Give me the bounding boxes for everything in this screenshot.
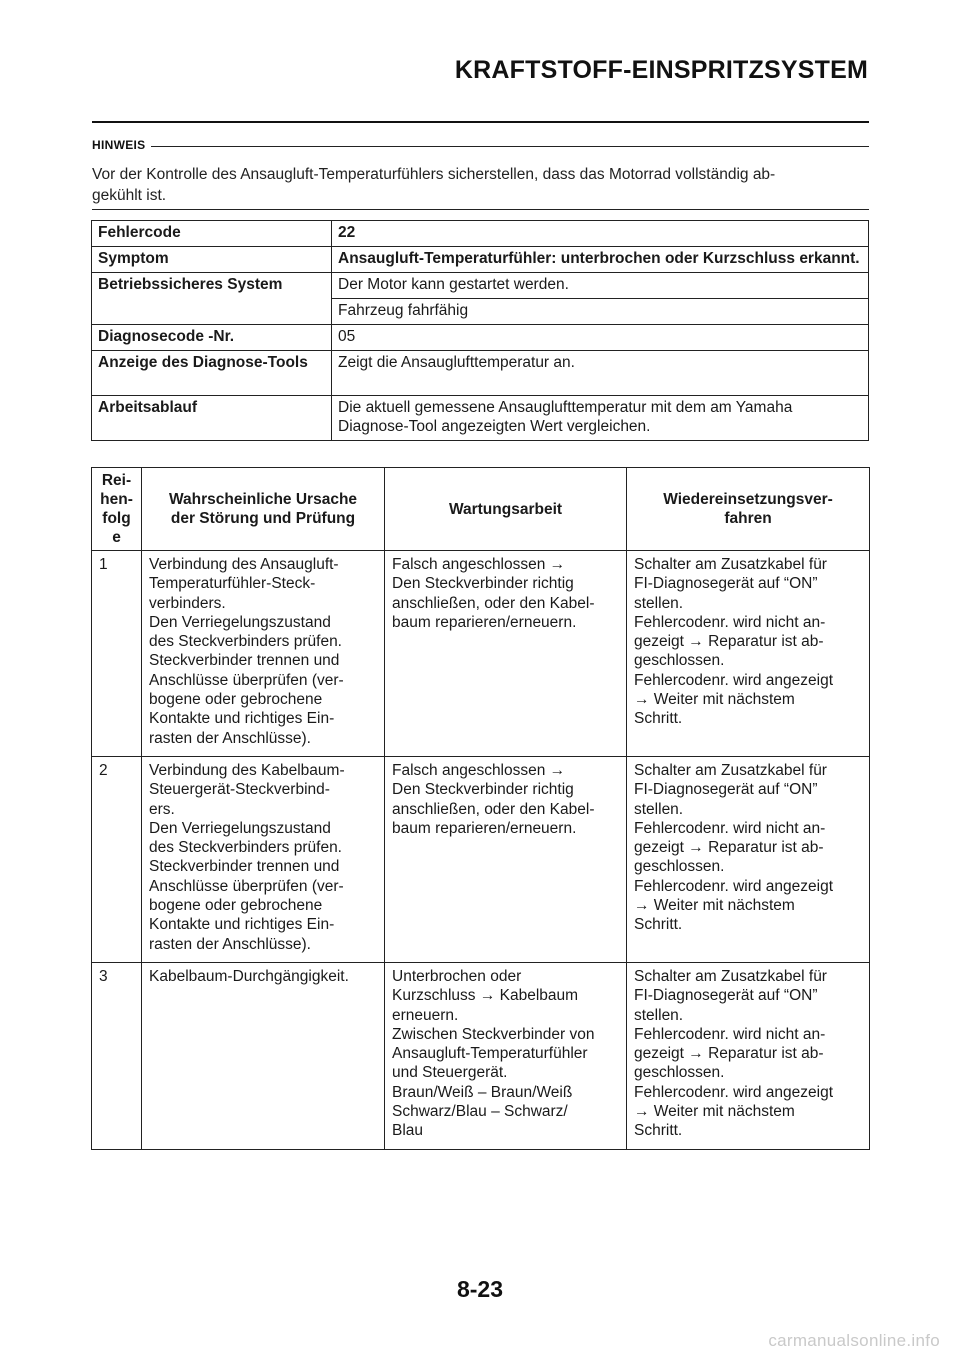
step-action-line: Zwischen Steckverbinder von: [392, 1025, 595, 1043]
betrieb-label-spacer: [92, 299, 332, 325]
step-cause-line: Kabelbaum-Durchgängigkeit.: [149, 967, 349, 985]
anzeige-value: Zeigt die Ansauglufttemperatur an.: [332, 351, 869, 396]
note-label: HINWEIS: [92, 138, 146, 152]
step-restore-line: Schritt.: [634, 916, 683, 934]
step-cause-line: rasten der Anschlüsse).: [149, 729, 311, 747]
step-restore: [627, 551, 870, 757]
step-action-line: Braun/Weiß – Braun/Weiß: [392, 1083, 573, 1101]
diagnosecode-label: Diagnosecode -Nr.: [92, 325, 332, 351]
header-cause: [142, 468, 385, 551]
step-cause-line: ers.: [149, 800, 175, 818]
betrieb-value-1: Der Motor kann gestartet werden.: [332, 273, 869, 299]
step-action-line: Falsch angeschlossen →: [392, 761, 566, 779]
step-restore-line: Schalter am Zusatzkabel für: [634, 556, 827, 573]
step-number: 3: [92, 962, 142, 1149]
step-restore-line: FI-Diagnosegerät auf “ON”: [634, 575, 818, 593]
step-action-line: Falsch angeschlossen →: [392, 556, 566, 573]
step-cause: [142, 962, 385, 1149]
header-order-line: hen-: [100, 491, 133, 508]
step-restore-line: geschlossen.: [634, 1064, 725, 1082]
fehlercode-value: 22: [332, 221, 869, 247]
note-line: gekühlt ist.: [92, 187, 167, 204]
procedure-row: [92, 551, 870, 757]
header-order-line: e: [112, 529, 121, 546]
procedure-row: [92, 962, 870, 1149]
betrieb-label: Betriebssicheres System: [92, 273, 332, 299]
header-restore-line: fahren: [724, 510, 772, 527]
note-bottom-divider: [92, 209, 869, 210]
step-cause-line: Kontakte und richtiges Ein-: [149, 916, 335, 934]
step-restore-line: Fehlercodenr. wird nicht an-: [634, 1025, 826, 1043]
step-cause-line: bogene oder gebrochene: [149, 691, 323, 709]
step-action: [385, 756, 627, 962]
step-cause-line: bogene oder gebrochene: [149, 897, 323, 915]
header-restore-line: Wiedereinsetzungsver-: [663, 491, 833, 508]
header-restore: [627, 468, 870, 551]
step-cause-line: Verbindung des Ansaugluft-: [149, 556, 339, 573]
step-restore-line: Fehlercodenr. wird nicht an-: [634, 819, 826, 837]
page-title: KRAFTSTOFF-EINSPRITZSYSTEM: [454, 56, 868, 84]
step-action-line: Unterbrochen oder: [392, 967, 522, 985]
anzeige-row: [92, 351, 869, 396]
step-number: 2: [92, 756, 142, 962]
header-order: [92, 468, 142, 551]
step-cause-line: rasten der Anschlüsse).: [149, 935, 311, 953]
step-action-line: Kurzschluss → Kabelbaum: [392, 987, 579, 1005]
symptom-row: [92, 247, 869, 273]
note-section: [92, 138, 869, 206]
step-action-line: Blau: [392, 1122, 424, 1140]
step-restore-line: → Weiter mit nächstem: [634, 1103, 795, 1121]
step-restore-line: Schalter am Zusatzkabel für: [634, 967, 827, 985]
fault-info-table: [91, 220, 869, 441]
step-restore-line: FI-Diagnosegerät auf “ON”: [634, 781, 818, 799]
step-restore-line: → Weiter mit nächstem: [634, 691, 795, 709]
step-action-line: Den Steckverbinder richtig: [392, 781, 574, 799]
header-order-line: Rei-: [101, 472, 132, 489]
step-restore-line: stellen.: [634, 1006, 684, 1024]
step-restore-line: Fehlercodenr. wird nicht an-: [634, 613, 826, 631]
header-action: [385, 468, 627, 551]
step-cause-line: Verbindung des Kabelbaum-: [149, 761, 345, 779]
betrieb-row: [92, 273, 869, 299]
note-line: Vor der Kontrolle des Ansaugluft-Temperaturfühlers sicherstellen, dass das Motorrad vollständig ab-: [92, 166, 776, 183]
step-cause-line: Den Verriegelungszustand: [149, 613, 331, 631]
step-cause-line: Temperaturfühler-Steck-: [149, 575, 316, 593]
arbeitsablauf-label: Arbeitsablauf: [92, 396, 332, 441]
step-restore-line: Fehlercodenr. wird angezeigt: [634, 1083, 834, 1101]
step-restore-line: Fehlercodenr. wird angezeigt: [634, 671, 834, 689]
step-cause: [142, 756, 385, 962]
step-cause-line: Steckverbinder trennen und: [149, 858, 340, 876]
arbeitsablauf-value: Die aktuell gemessene Ansauglufttemperatur mit dem am Yamaha Diagnose-Tool angezeigten Wert vergleichen.: [332, 396, 869, 441]
procedure-row: [92, 756, 870, 962]
symptom-label: Symptom: [92, 247, 332, 273]
step-cause-line: Den Verriegelungszustand: [149, 819, 331, 837]
step-cause-line: Kontakte und richtiges Ein-: [149, 710, 335, 728]
step-cause-line: Steckverbinder trennen und: [149, 652, 340, 670]
betrieb-row-2: [92, 299, 869, 325]
step-restore-line: stellen.: [634, 800, 684, 818]
header-action-line: Wartungsarbeit: [448, 500, 563, 518]
header-order-line: folg: [102, 510, 131, 527]
step-cause-line: des Steckverbinders prüfen.: [149, 839, 342, 857]
step-restore-line: geschlossen.: [634, 858, 725, 876]
step-restore: [627, 756, 870, 962]
anzeige-label: Anzeige des Diagnose-Tools: [92, 351, 332, 396]
step-restore-line: gezeigt → Reparatur ist ab-: [634, 633, 824, 651]
step-restore-line: → Weiter mit nächstem: [634, 897, 795, 915]
diagnosecode-value: 05: [332, 325, 869, 351]
step-cause-line: Anschlüsse überprüfen (ver-: [149, 671, 344, 689]
step-cause-line: verbinders.: [149, 594, 226, 612]
header-cause-line: der Störung und Prüfung: [170, 510, 356, 527]
step-restore: [627, 962, 870, 1149]
step-action-line: baum reparieren/erneuern.: [392, 819, 577, 837]
step-restore-line: Fehlercodenr. wird angezeigt: [634, 877, 834, 895]
step-action: [385, 962, 627, 1149]
header-cause-line: Wahrscheinliche Ursache: [168, 491, 358, 508]
note-divider: [151, 146, 869, 147]
betrieb-value-2: Fahrzeug fahrfähig: [332, 299, 869, 325]
arbeitsablauf-row: [92, 396, 869, 441]
step-cause: [142, 551, 385, 757]
step-action-line: und Steuergerät.: [392, 1064, 508, 1082]
step-cause-line: des Steckverbinders prüfen.: [149, 633, 342, 651]
step-restore-line: gezeigt → Reparatur ist ab-: [634, 839, 824, 857]
step-restore-line: Schritt.: [634, 1122, 683, 1140]
note-text: [92, 164, 869, 206]
step-action: [385, 551, 627, 757]
fehlercode-label: Fehlercode: [92, 221, 332, 247]
step-restore-line: stellen.: [634, 594, 684, 612]
note-header: [92, 138, 869, 152]
step-restore-line: FI-Diagnosegerät auf “ON”: [634, 987, 818, 1005]
step-action-line: anschließen, oder den Kabel-: [392, 594, 595, 612]
step-cause-line: Steuergerät-Steckverbind-: [149, 781, 330, 799]
step-restore-line: gezeigt → Reparatur ist ab-: [634, 1045, 824, 1063]
step-action-line: baum reparieren/erneuern.: [392, 613, 577, 631]
step-action-line: Den Steckverbinder richtig: [392, 575, 574, 593]
watermark: carmanualsonline.info: [768, 1331, 940, 1350]
procedure-table: [91, 467, 870, 1150]
step-action-line: Schwarz/Blau – Schwarz/: [392, 1103, 568, 1121]
step-cause-line: Anschlüsse überprüfen (ver-: [149, 877, 344, 895]
step-restore-line: geschlossen.: [634, 652, 725, 670]
procedure-header-row: [92, 468, 870, 551]
step-number: 1: [92, 551, 142, 757]
fehlercode-row: [92, 221, 869, 247]
header-divider: [92, 121, 869, 123]
symptom-value: Ansaugluft-Temperaturfühler: unterbrochen oder Kurzschluss erkannt.: [332, 247, 869, 273]
page-number: 8-23: [456, 1276, 504, 1302]
diagnosecode-row: [92, 325, 869, 351]
procedure-body: [92, 551, 870, 1150]
step-action-line: anschließen, oder den Kabel-: [392, 800, 595, 818]
step-restore-line: Schritt.: [634, 710, 683, 728]
step-action-line: Ansaugluft-Temperaturfühler: [392, 1045, 588, 1063]
step-restore-line: Schalter am Zusatzkabel für: [634, 761, 827, 779]
step-action-line: erneuern.: [392, 1006, 459, 1024]
